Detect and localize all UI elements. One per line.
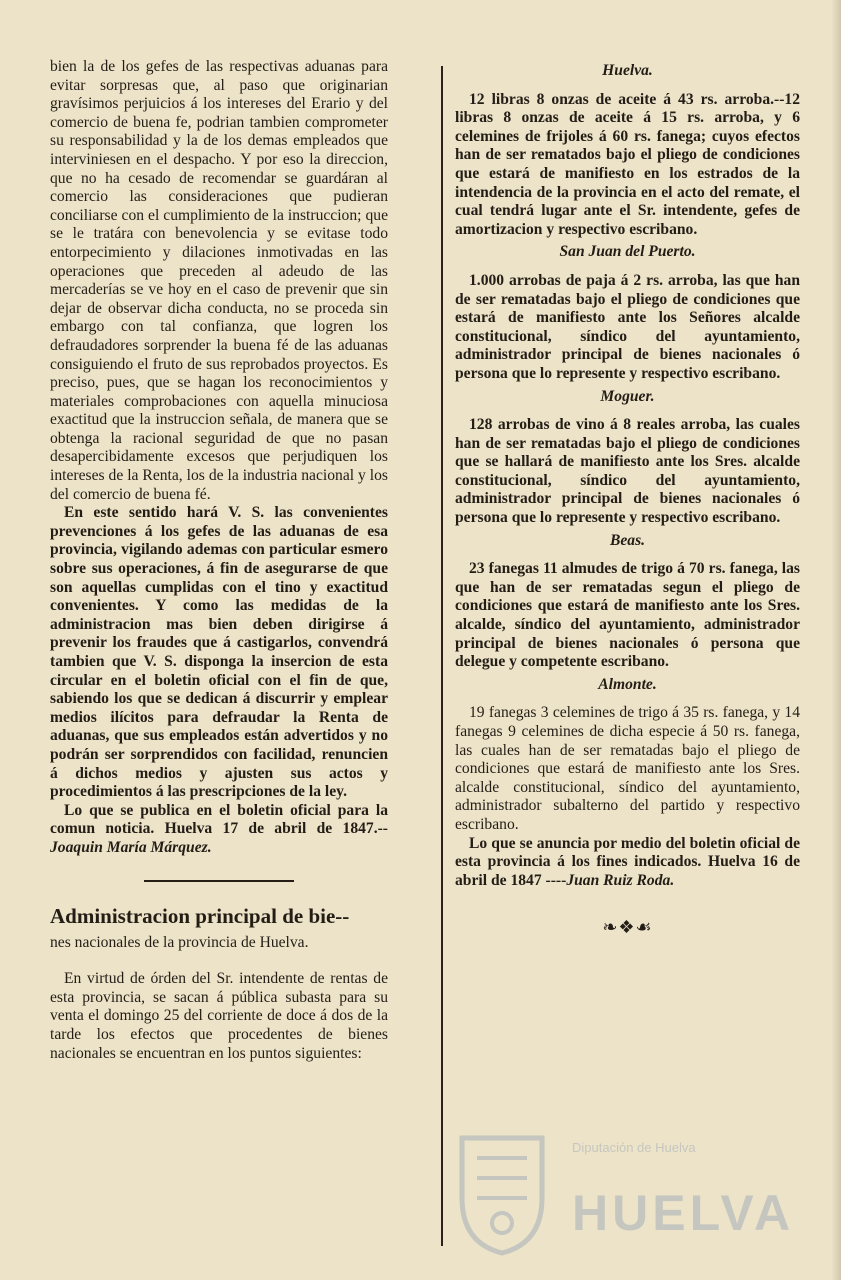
section-subheading: nes nacionales de la provincia de Huelva. xyxy=(50,933,309,951)
ornament-icon: ❧❖☙ xyxy=(602,917,653,938)
signature-marquez: Joaquin María Márquez. xyxy=(50,838,212,856)
town-moguer: Moguer. xyxy=(600,387,655,405)
archive-watermark xyxy=(432,1120,812,1270)
signature-roda: Juan Ruiz Roda. xyxy=(566,871,675,889)
town-huelva: Huelva. xyxy=(602,62,653,79)
town-beas: Beas. xyxy=(609,531,646,549)
watermark-caption: Diputación de Huelva xyxy=(572,1140,696,1155)
lot-almonte: 19 fanegas 3 celemines de trigo á 35 rs. fanega, y 14 fanegas 9 celemines de dicha especie á 50 rs. fanega, las cuales han de ser rematadas bajo el pliego de condiciones que estará de manifiesto ante los Sres. alcalde constitucional, síndico del ayuntamiento, administrador subalterno del partido y respectivo escribano. xyxy=(455,704,800,833)
section-heading: Administracion principal de bie-- xyxy=(50,903,350,928)
announcement-closing xyxy=(455,835,800,891)
announcement-text: Lo que se anuncia por medio del boletin oficial de esta provincia á los fines indicados. Huelva 16 de abril de 1847 ---- xyxy=(455,834,800,889)
lot-huelva: 12 libras 8 onzas de aceite á 43 rs. arroba.--12 libras 8 onzas de aceite á 15 rs. arroba, y 6 celemines de frijoles á 60 rs. fanega; cuyos efectos han de ser rematados bajo el pliego de condiciones que estará de manifiesto en los estrados de la intendencia de la provincia en el acto del remate, el cual tendrá lugar ante el Sr. intendente, gefes de amortizacion y respectivo escribano. xyxy=(455,90,800,238)
section-divider-rule xyxy=(144,880,294,882)
closing-text: Lo que se publica en el boletin oficial para la comun noticia. Huelva 17 de abril de 1847.-- xyxy=(50,801,388,838)
lot-san-juan: 1.000 arrobas de paja á 2 rs. arroba, las que han de ser rematadas bajo el pliego de condiciones que estará de manifiesto ante los Señores alcalde constitucional, síndico del ayuntamiento, administrador principal de bienes nacionales ó persona que lo represente y respectivo escribano. xyxy=(455,271,800,382)
circular-paragraph-2: En este sentido hará V. S. las convenientes prevenciones á los gefes de las aduanas de esa provincia, vigilando ademas con particular esmero sobre sus operaciones, á fin de asegurarse de que son aquellas cumplidas con el tino y exactitud convenientes. Y como las medidas de la administracion mas bien deben dirigirse á prevenir los fraudes que á castigarlos, convendrá tambien que V. S. disponga la insercion de esta circular en el boletin oficial con el fin de que, sabiendo los que se dedican á discurrir y emplear medios ilícitos para defraudar la Renta de aduanas, que sus empleados están advertidos y no podrán ser sorprendidos con facilidad, renuncien á dichos medios y ajusten sus actos y procedimientos á las prescripciones de la ley. xyxy=(50,504,388,801)
right-column xyxy=(455,58,800,937)
circular-paragraph-1: bien la de los gefes de las respectivas aduanas para evitar sorpresas que, al paso que originarian gravísimos perjuicios á los intereses del Erario y del comercio de buena fe, podrian tambien comprometer su responsabilidad y la de los demas empleados que interviniesen en el despacho. Y por eso la direccion, que no ha cesado de recomendar se guardáran al comercio las consideraciones que pudieran conciliarse con el cumplimiento de la instruccion; que se le tratára con benevolencia y se evitase todo entorpecimiento y dilaciones inmotivadas en las operaciones que preceden al adeudo de las mercaderías se ve hoy en el caso de prevenir que sin dejar de observar dicha conducta, no se proceda sin embargo con tal confianza, que logren los defraudadores sorprender la buena fé de las aduanas consiguiendo el fruto de sus reprobados proyectos. Es preciso, pues, que se hagan los reconocimientos y materiales comprobaciones con aquella minuciosa exactitud que la instruccion señala, de manera que se obtenga la racional seguridad de que no pasan desapercibidamente excesos que perjudiquen los intereses de la Renta, los de la industria nacional y los del comercio de buena fé. xyxy=(50,58,388,503)
lot-beas: 23 fanegas 11 almudes de trigo á 70 rs. fanega, las que han de ser rematadas segun el pliego de condiciones que estará de manifiesto ante los Sres. alcalde, síndico del ayuntamiento, administrador principal de bienes nacionales ó persona que delegue y competente escribano. xyxy=(455,560,800,671)
town-almonte: Almonte. xyxy=(598,675,657,693)
crest-icon xyxy=(452,1128,552,1258)
circular-closing xyxy=(50,802,388,858)
left-column xyxy=(50,58,388,1063)
lot-moguer: 128 arrobas de vino á 8 reales arroba, las cuales han de ser rematadas bajo el pliego de condiciones que se hallará de manifiesto ante los Sres. alcalde constitucional, síndico del ayuntamiento, administrador principal de bienes nacionales ó persona que lo represente y respectivo escribano. xyxy=(455,416,800,527)
page-edge-shadow xyxy=(831,0,841,1280)
watermark-huelva: HUELVA xyxy=(572,1185,795,1241)
town-san-juan: San Juan del Puerto. xyxy=(559,243,696,261)
column-divider xyxy=(441,66,443,1246)
auction-intro: En virtud de órden del Sr. intendente de rentas de esta provincia, se sacan á pública subasta para su venta el domingo 25 del corriente de doce á dos de la tarde los efectos que procedentes de bienes nacionales se encuentran en los puntos siguientes: xyxy=(50,970,388,1062)
